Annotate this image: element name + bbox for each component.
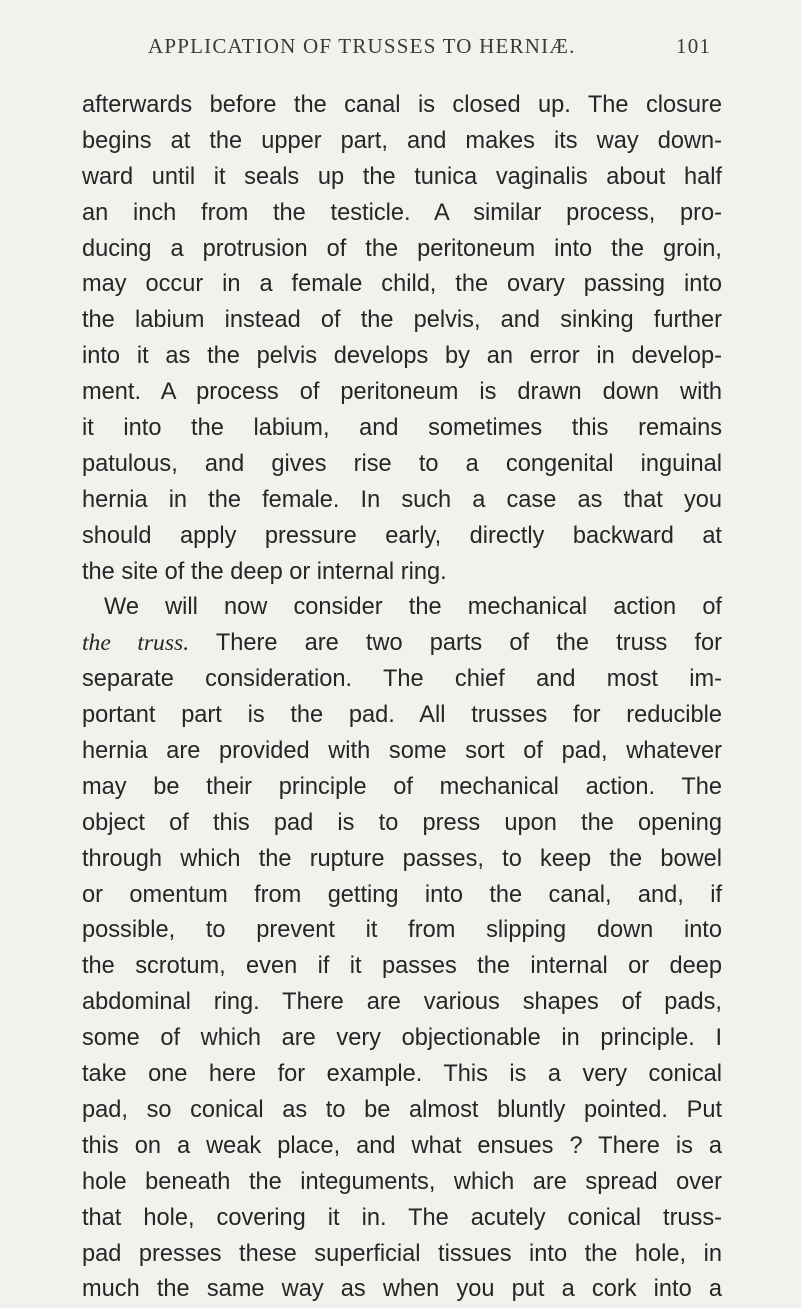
text-line: that hole, covering it in. The acutely conical truss- (82, 1204, 722, 1231)
text-line: into it as the pelvis develops by an error in develop- (82, 343, 722, 370)
text-line: hernia are provided with some sort of pad, whatever (82, 738, 722, 765)
text-line: much the same way as when you put a cork into a (82, 1276, 722, 1303)
text-line: this on a weak place, and what ensues ? There is a (82, 1132, 722, 1159)
running-title: APPLICATION OF TRUSSES TO HERNIÆ. (148, 34, 576, 58)
text-line: pad, so conical as to be almost bluntly pointed. Put (82, 1096, 722, 1123)
text-line-rest: There are two parts of the truss for (189, 630, 722, 657)
text-line: hole beneath the integuments, which are spread over (82, 1168, 722, 1195)
text-line: the scrotum, even if it passes the internal or deep (82, 953, 722, 980)
text-line: possible, to prevent it from slipping down into (82, 917, 722, 944)
text-line: an inch from the testicle. A similar process, pro- (82, 199, 722, 226)
page-number: 101 (676, 34, 712, 58)
text-line: pad presses these superficial tissues into the hole, in (82, 1240, 722, 1267)
text-line: or omentum from getting into the canal, and, if (82, 881, 722, 908)
text-line: object of this pad is to press upon the opening (82, 809, 722, 836)
text-line (82, 626, 722, 662)
text-line: separate consideration. The chief and most im- (82, 666, 722, 693)
text-line: abdominal ring. There are various shapes of pads, (82, 989, 722, 1016)
text-line: portant part is the pad. All trusses for reducible (82, 702, 722, 729)
text-line: it into the labium, and sometimes this remains (82, 415, 722, 442)
text-line: hernia in the female. In such a case as that you (82, 486, 722, 513)
paragraph-start-line: We will now consider the mechanical action of (104, 594, 722, 621)
text-line: ward until it seals up the tunica vaginalis about half (82, 163, 722, 190)
text-line: ment. A process of peritoneum is drawn down with (82, 379, 722, 406)
text-line: some of which are very objectionable in principle. I (82, 1025, 722, 1052)
text-line: should apply pressure early, directly backward at (82, 522, 722, 549)
text-line: afterwards before the canal is closed up. The closure (82, 92, 722, 118)
text-line: ducing a protrusion of the peritoneum into the groin, (82, 235, 722, 262)
running-head (148, 34, 748, 59)
text-line: the labium instead of the pelvis, and sinking further (82, 307, 722, 334)
text-line: begins at the upper part, and makes its way down- (82, 127, 722, 154)
text-line: may be their principle of mechanical action. The (82, 773, 722, 800)
italic-phrase: the truss. (82, 630, 190, 657)
text-line: patulous, and gives rise to a congenital inguinal (82, 450, 722, 477)
text-line: take one here for example. This is a very conical (82, 1061, 722, 1088)
text-line: through which the rupture passes, to keep the bowel (82, 845, 722, 872)
body-text (82, 88, 722, 1308)
text-line: the site of the deep or internal ring. (82, 558, 447, 585)
text-line: may occur in a female child, the ovary passing into (82, 271, 722, 298)
